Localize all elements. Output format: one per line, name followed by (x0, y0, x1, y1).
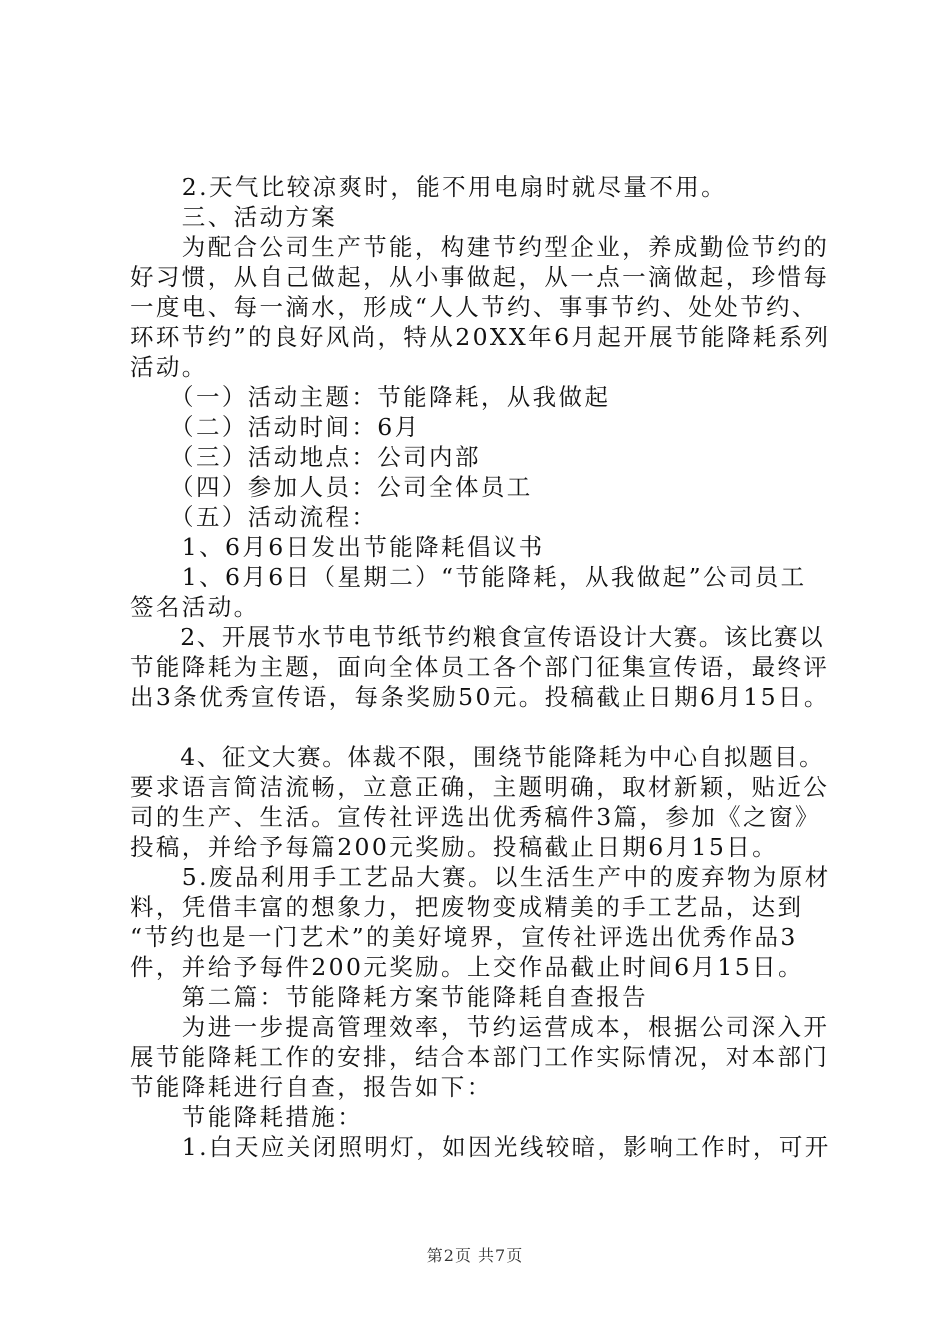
text-line: 一度电、每一滴水，形成“人人节约、事事节约、处处节约、 (130, 293, 818, 321)
text-line: （四）参加人员：公司全体员工 (130, 473, 533, 501)
text-line: 环环节约”的良好风尚，特从20XX年6月起开展节能降耗系列 (130, 323, 831, 351)
blank-line (130, 712, 834, 742)
text-line: 签名活动。 (130, 593, 260, 621)
text-line: （二）活动时间：6月 (130, 413, 421, 441)
text-line: 5.废品利用手工艺品大赛。以生活生产中的废弃物为原材 (130, 863, 831, 891)
text-line: 件，并给予每件200元奖励。上交作品截止时间6月15日。 (130, 953, 804, 981)
text-line: 1、6月6日（星期二）“节能降耗，从我做起”公司员工 (130, 563, 807, 591)
text-line: 活动。 (130, 353, 208, 381)
text-line: 为进一步提高管理效率，节约运营成本，根据公司深入开 (130, 1013, 830, 1041)
text-line: 1、6月6日发出节能降耗倡议书 (130, 533, 545, 561)
text-line: 为配合公司生产节能，构建节约型企业，养成勤俭节约的 (130, 233, 830, 261)
text-line: （三）活动地点：公司内部 (130, 443, 481, 471)
text-line: 出3条优秀宣传语，每条奖励50元。投稿截止日期6月15日。 (130, 683, 830, 711)
text-line: 4、征文大赛。体裁不限，围绕节能降耗为中心自拟题目。 (130, 743, 825, 771)
text-line: 料，凭借丰富的想象力，把废物变成精美的手工艺品，达到 (130, 893, 804, 921)
text-line: 节能降耗措施： (130, 1103, 364, 1131)
text-line: 1.白天应关闭照明灯，如因光线较暗，影响工作时，可开 (130, 1133, 831, 1161)
text-line: 2、开展节水节电节纸节约粮食宣传语设计大赛。该比赛以 (130, 623, 825, 651)
text-line: 三、活动方案 (130, 203, 338, 231)
text-line: 第二篇：节能降耗方案节能降耗自查报告 (130, 983, 648, 1011)
page-footer: 第2页 共7页 (426, 1246, 524, 1265)
text-line: 展节能降耗工作的安排，结合本部门工作实际情况，对本部门 (130, 1043, 830, 1071)
text-line: 2.天气比较凉爽时，能不用电扇时就尽量不用。 (130, 173, 728, 201)
text-line: 司的生产、生活。宣传社评选出优秀稿件3篇，参加《之窗》 (130, 803, 821, 831)
text-line: 好习惯，从自己做起，从小事做起，从一点一滴做起，珍惜每 (130, 263, 830, 291)
text-line: （一）活动主题：节能降耗，从我做起 (130, 383, 611, 411)
text-line: 投稿，并给予每篇200元奖励。投稿截止日期6月15日。 (130, 833, 779, 861)
text-line: 要求语言简洁流畅，立意正确，主题明确，取材新颖，贴近公 (130, 773, 830, 801)
text-line: “节约也是一门艺术”的美好境界，宣传社评选出优秀作品3 (130, 923, 798, 951)
document-body (130, 172, 834, 1162)
text-line: 节能降耗进行自查，报告如下： (130, 1073, 493, 1101)
text-line: 节能降耗为主题，面向全体员工各个部门征集宣传语，最终评 (130, 653, 830, 681)
text-line: （五）活动流程： (130, 503, 378, 531)
